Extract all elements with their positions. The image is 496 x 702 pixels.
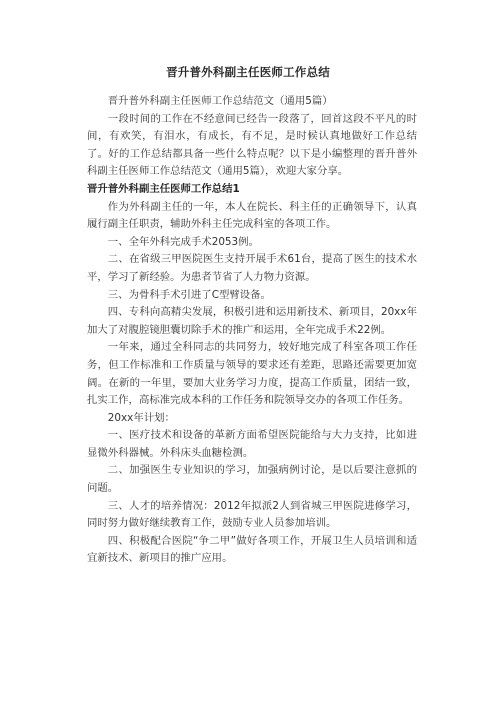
paragraph: 晋升普外科副主任医师工作总结范文（通用5篇）	[107, 95, 333, 107]
paragraph: 三、为骨科手术引进了C型臂设备。	[107, 288, 271, 301]
paragraph: 一、医疗技术和设备的革新方面希望医院能给与大力支持，比如进显微外科器械。外科床头血糖检测。	[87, 429, 417, 459]
paragraph: 四、专科向高精尖发展，积极引进和运用新技术、新项目，20xx年加大了对腹腔镜胆囊切除手术的推广和运用，全年完成手术22例。	[87, 306, 417, 336]
document-title: 晋升普外科副主任医师工作总结	[166, 65, 330, 79]
section-heading: 晋升普外科副主任医师工作总结1	[87, 182, 240, 195]
paragraph: 二、加强医生专业知识的学习，加强病例讨论，是以后要注意抓的问题。	[87, 464, 417, 495]
paragraph: 二、在省级三甲医院医生支持开展手术61台，提高了医生的技术水平，学习了新经验。为患者节省了人力物力资源。	[87, 253, 417, 283]
paragraph: 一、全年外科完成手术2053例。	[107, 235, 259, 248]
document-body	[87, 93, 417, 568]
paragraph: 三、人才的培养情况：2012年拟派2人到省城三甲医院进修学习，同时努力做好继续教育工作，鼓励专业人员参加培训。	[87, 499, 417, 530]
paragraph: 20xx年计划：	[107, 411, 175, 424]
paragraph: 一段时间的工作在不经意间已经告一段落了，回首这段不平凡的时间，有欢笑，有泪水，有成长，有不足，是时候认真地做好工作总结了。好的工作总结都具备一些什么特点呢？以下是小编整理的晋升普外科副主任医师工作总结范文（通用5篇），欢迎大家分享。	[87, 112, 417, 178]
paragraph: 作为外科副主任的一年，本人在院长、科主任的正确领导下，认真履行副主任职责，辅助外科主任完成科室的各项工作。	[87, 200, 417, 231]
paragraph: 一年来，通过全科同志的共同努力，较好地完成了科室各项工作任务，但工作标准和工作质量与领导的要求还有差距，思路还需要更加宽阔。在新的一年里，要加大业务学习力度，提高工作质量，团结一致，扎实工作，高标准完成本科的工作任务和院领导交办的各项工作任务。	[87, 341, 417, 407]
paragraph: 四、积极配合医院“争二甲”做好各项工作，开展卫生人员培训和适宜新技术、新项目的推广应用。	[87, 534, 417, 565]
